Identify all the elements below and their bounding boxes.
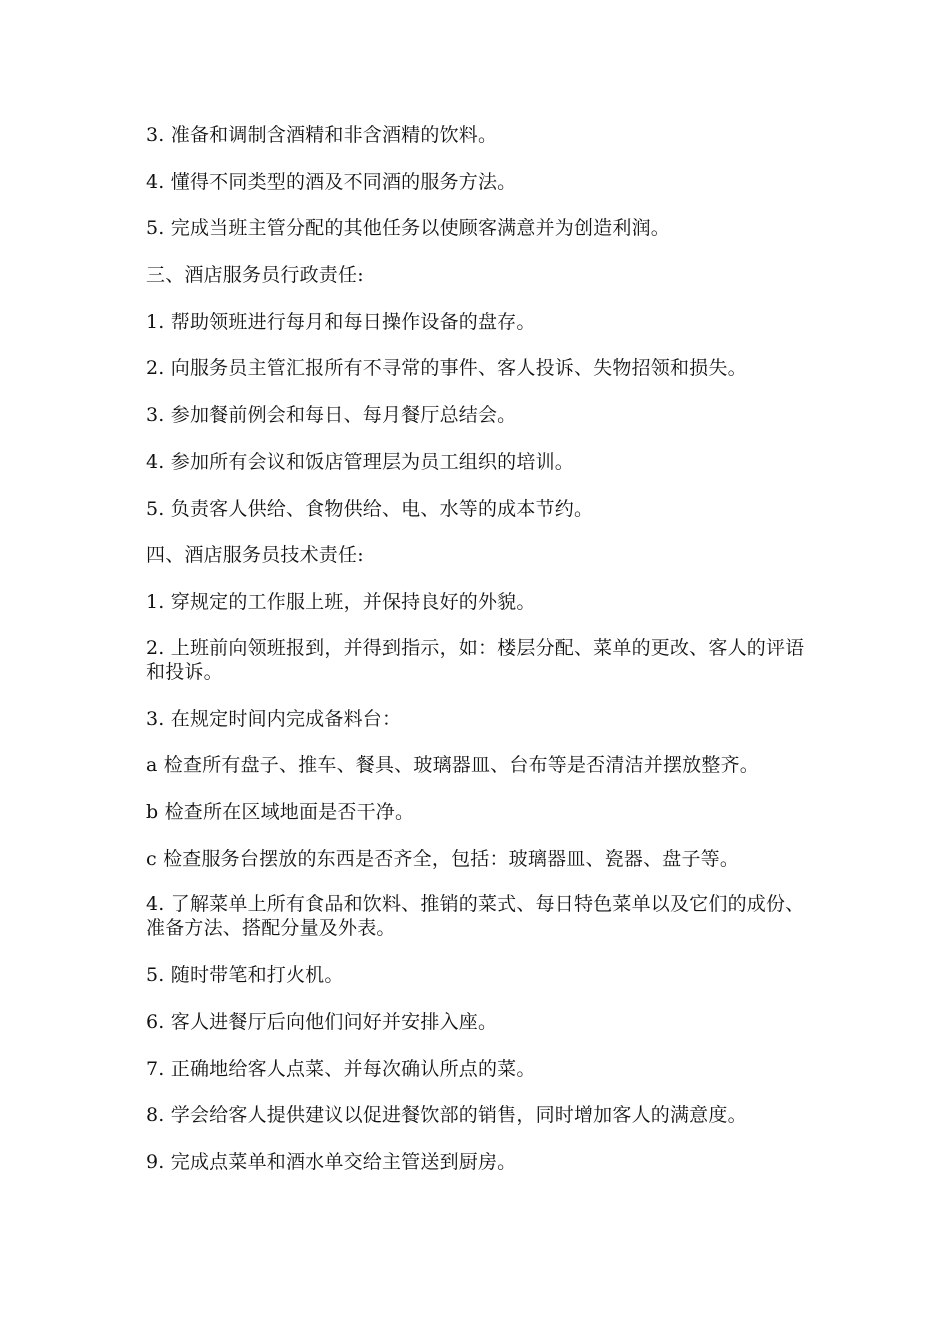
paragraph: 6. 客人进餐厅后向他们问好并安排入座。 bbox=[146, 1011, 498, 1033]
paragraph: 3. 准备和调制含酒精和非含酒精的饮料。 bbox=[146, 124, 498, 146]
paragraph: 1. 帮助领班进行每月和每日操作设备的盘存。 bbox=[146, 310, 536, 333]
paragraph: a 检查所有盘子、推车、餐具、玻璃器皿、台布等是否清洁并摆放整齐。 bbox=[146, 754, 759, 777]
paragraph: 5. 完成当班主管分配的其他任务以使顾客满意并为创造利润。 bbox=[146, 217, 670, 240]
paragraph: c 检查服务台摆放的东西是否齐全，包括：玻璃器皿、瓷器、盘子等。 bbox=[146, 847, 740, 870]
paragraph: 1. 穿规定的工作服上班，并保持良好的外貌。 bbox=[146, 590, 536, 613]
paragraph: 4. 了解菜单上所有食品和饮料、推销的菜式、每日特色菜单以及它们的成份、准备方法、搭配分量及外表。 bbox=[146, 893, 805, 940]
paragraph: 2. 向服务员主管汇报所有不寻常的事件、客人投诉、失物招领和损失。 bbox=[146, 357, 747, 380]
paragraph: 3. 在规定时间内完成备料台： bbox=[146, 707, 402, 730]
section-heading: 三、酒店服务员行政责任: bbox=[146, 264, 364, 287]
paragraph: 4. 参加所有会议和饭店管理层为员工组织的培训。 bbox=[146, 450, 574, 473]
paragraph: 8. 学会给客人提供建议以促进餐饮部的销售，同时增加客人的满意度。 bbox=[146, 1104, 747, 1127]
paragraph: b 检查所在区域地面是否干净。 bbox=[146, 800, 415, 823]
paragraph: 3. 参加餐前例会和每日、每月餐厅总结会。 bbox=[146, 404, 517, 427]
document-body bbox=[146, 122, 816, 1196]
paragraph: 5. 随时带笔和打火机。 bbox=[146, 964, 344, 987]
paragraph: 7. 正确地给客人点菜、并每次确认所点的菜。 bbox=[146, 1057, 536, 1080]
section-heading: 四、酒店服务员技术责任: bbox=[146, 544, 364, 567]
paragraph: 2. 上班前向领班报到，并得到指示，如：楼层分配、菜单的更改、客人的评语和投诉。 bbox=[146, 636, 805, 683]
paragraph: 5. 负责客人供给、食物供给、电、水等的成本节约。 bbox=[146, 497, 594, 520]
paragraph: 4. 懂得不同类型的酒及不同酒的服务方法。 bbox=[146, 170, 517, 193]
paragraph: 9. 完成点菜单和酒水单交给主管送到厨房。 bbox=[146, 1151, 517, 1174]
